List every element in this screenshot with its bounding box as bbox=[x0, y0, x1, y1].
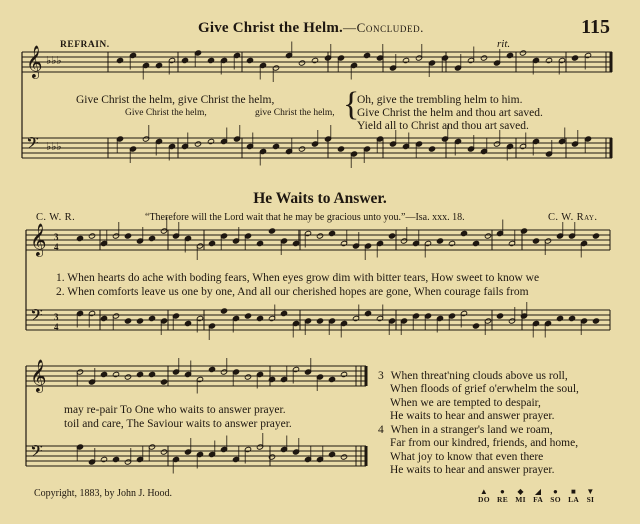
note bbox=[88, 233, 95, 239]
treble-clef: 𝄞 bbox=[30, 223, 47, 256]
note bbox=[100, 371, 107, 377]
note bbox=[148, 371, 155, 377]
hymn1-lyric-line2: Give Christ the helm and thou art saved. bbox=[357, 107, 543, 119]
note bbox=[208, 366, 215, 372]
note bbox=[520, 228, 527, 234]
treble-clef: 𝄞 bbox=[26, 45, 43, 78]
stanza-line: Far from our kindred, friends, and home, bbox=[390, 437, 579, 450]
note bbox=[340, 454, 347, 460]
note bbox=[124, 233, 131, 239]
stanza-line: When in a stranger's land we roam, bbox=[390, 424, 553, 436]
hymn2-author-right: C. W. Ray. bbox=[548, 212, 598, 223]
note bbox=[592, 233, 599, 239]
solfa-re: ● RE bbox=[497, 487, 509, 504]
note bbox=[268, 454, 275, 460]
solfa-fa: ◢ FA bbox=[533, 487, 544, 504]
note bbox=[207, 138, 214, 144]
page-number: 115 bbox=[581, 16, 610, 38]
note bbox=[208, 240, 215, 246]
stanza-line: When floods of grief o'erwhelm the soul, bbox=[390, 383, 579, 396]
time-signature-top: 3 bbox=[54, 232, 59, 242]
note bbox=[256, 315, 263, 321]
note bbox=[472, 240, 479, 246]
note bbox=[316, 233, 323, 239]
treble-clef: 𝄞 bbox=[30, 359, 47, 392]
note bbox=[506, 52, 513, 58]
note bbox=[402, 57, 409, 63]
note bbox=[545, 57, 552, 63]
note bbox=[592, 318, 599, 324]
note bbox=[337, 146, 344, 152]
note bbox=[184, 320, 191, 326]
hymn1-lyric-line3: Yield all to Christ and thou art saved. bbox=[357, 120, 529, 132]
note bbox=[112, 371, 119, 377]
stanza-line: He waits to hear and answer prayer. bbox=[390, 410, 555, 423]
note bbox=[480, 55, 487, 61]
hymn2-author-left: C. W. R. bbox=[36, 212, 76, 223]
key-signature: ♭♭♭ bbox=[46, 140, 62, 153]
rit-label: rit. bbox=[497, 38, 511, 50]
refrain-label: REFRAIN. bbox=[60, 40, 110, 50]
note bbox=[136, 371, 143, 377]
time-signature-bottom: 4 bbox=[54, 242, 59, 252]
note bbox=[148, 315, 155, 321]
bass-clef: 𝄢 bbox=[30, 441, 43, 465]
note bbox=[112, 456, 119, 462]
stanza-line: He waits to hear and answer prayer. bbox=[390, 464, 555, 477]
note bbox=[124, 374, 131, 380]
solfa-si: ▼ SI bbox=[586, 487, 595, 504]
note bbox=[496, 313, 503, 319]
bass-clef: 𝄢 bbox=[26, 133, 39, 157]
note bbox=[388, 233, 395, 239]
stanza-line: What joy to know that even there bbox=[390, 450, 544, 463]
note bbox=[436, 238, 443, 244]
note bbox=[116, 57, 123, 63]
note bbox=[298, 146, 305, 152]
note bbox=[316, 318, 323, 324]
hymn2-verse1-b: may re-pair To One who waits to answer prayer. bbox=[64, 404, 286, 416]
note bbox=[76, 235, 83, 241]
note bbox=[460, 230, 467, 236]
hymn1-echo-a: Give Christ the helm, bbox=[125, 108, 207, 118]
key-signature: ♭♭♭ bbox=[46, 54, 62, 67]
bass-clef: 𝄢 bbox=[30, 305, 43, 329]
note bbox=[244, 374, 251, 380]
solfa-la: ■ LA bbox=[568, 487, 580, 504]
note bbox=[207, 57, 214, 63]
stanza-line: When threat'ning clouds above us roll, bbox=[390, 370, 568, 382]
hymn1-lyric-line1a: Give Christ the helm, give Christ the helm, bbox=[76, 94, 275, 106]
hymn1-title: Give Christ the Helm.—Concluded. bbox=[198, 20, 425, 36]
stanza-number: 3 bbox=[378, 370, 384, 382]
note bbox=[328, 230, 335, 236]
stanza-number: 4 bbox=[378, 424, 384, 436]
note bbox=[472, 323, 479, 329]
note bbox=[556, 315, 563, 321]
solfa-mi: ◆ MI bbox=[515, 487, 526, 504]
note bbox=[340, 371, 347, 377]
hymn2-verse1-a: 1. When hearts do ache with boding fears, When eyes grow dim with bitter tears, How sweet to know we bbox=[56, 272, 540, 284]
note bbox=[246, 57, 253, 63]
stanza-3 bbox=[378, 370, 579, 424]
time-signature-top: 3 bbox=[54, 312, 59, 322]
hymn1-echo-b: give Christ the helm, bbox=[255, 108, 335, 118]
lyric-brace: { bbox=[343, 86, 360, 123]
note bbox=[364, 310, 371, 316]
note bbox=[155, 62, 162, 68]
note bbox=[272, 143, 279, 149]
note bbox=[268, 228, 275, 234]
note bbox=[428, 146, 435, 152]
note bbox=[244, 313, 251, 319]
note bbox=[448, 240, 455, 246]
note bbox=[532, 238, 539, 244]
note bbox=[268, 376, 275, 382]
hymn1-title-suffix: —Concluded. bbox=[343, 20, 425, 35]
note bbox=[484, 233, 491, 239]
note bbox=[256, 240, 263, 246]
note bbox=[194, 141, 201, 147]
solfa-do: ▲ DO bbox=[478, 487, 490, 504]
stanza-4 bbox=[378, 424, 578, 478]
note bbox=[328, 451, 335, 457]
note bbox=[100, 315, 107, 321]
note bbox=[298, 60, 305, 66]
note bbox=[220, 308, 227, 314]
copyright: Copyright, 1883, by John J. Hood. bbox=[34, 488, 173, 499]
hymn2-title: He Waits to Answer. bbox=[253, 190, 387, 207]
note bbox=[568, 315, 575, 321]
note bbox=[160, 379, 167, 385]
hymn2-verse2-b: toil and care, The Saviour waits to answer prayer. bbox=[64, 418, 292, 430]
note bbox=[280, 310, 287, 316]
note bbox=[148, 235, 155, 241]
note bbox=[328, 376, 335, 382]
note bbox=[124, 318, 131, 324]
stanza-line: When we are tempted to despair, bbox=[390, 396, 541, 409]
hymn2-verse2-a: 2. When comforts leave us one by one, And all our cherished hopes are gone, When courage fails from bbox=[56, 286, 529, 298]
solfa-so: ● SO bbox=[550, 487, 561, 504]
hymn1-lyric-line1b: Oh, give the trembling helm to him. bbox=[357, 94, 523, 106]
note bbox=[181, 57, 188, 63]
note bbox=[136, 318, 143, 324]
hymn2-epigraph: “Therefore will the Lord wait that he may be gracious unto you.”—Isa. xxx. 18. bbox=[145, 212, 465, 223]
solfa-legend bbox=[478, 488, 600, 504]
note bbox=[100, 456, 107, 462]
note bbox=[363, 52, 370, 58]
note bbox=[160, 449, 167, 455]
time-signature-bottom: 4 bbox=[54, 322, 59, 332]
note bbox=[571, 55, 578, 61]
note bbox=[311, 57, 318, 63]
note bbox=[519, 50, 526, 56]
